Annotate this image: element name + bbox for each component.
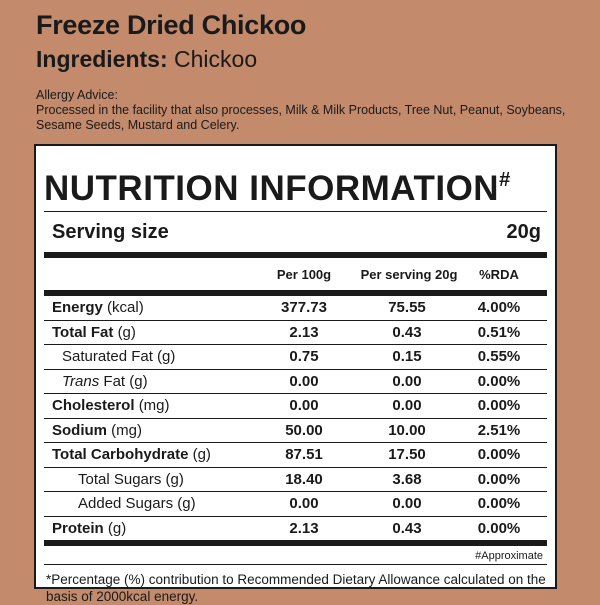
per100-value: 0.00 — [289, 495, 319, 512]
nutrient-row-cholesterol — [44, 394, 547, 418]
nutrient-label: Energy (kcal) — [52, 299, 144, 316]
divider — [44, 564, 547, 565]
per100-value: 2.13 — [289, 323, 319, 341]
rda-value: 2.51% — [477, 421, 521, 439]
per100-value: 0.00 — [289, 397, 319, 414]
approximate-note: #Approximate — [475, 550, 543, 562]
rda-value: 0.55% — [477, 348, 521, 365]
nutrient-row-total-carbohydrate — [44, 443, 547, 467]
per-serving-value: 0.00 — [392, 372, 422, 390]
rda-value: 0.51% — [477, 323, 521, 341]
nutrient-label: Trans Fat (g) — [62, 372, 148, 390]
nutrition-title-text: NUTRITION INFORMATION — [44, 169, 500, 208]
ingredients-label: Ingredients: — [36, 46, 168, 72]
allergy-heading: Allergy Advice: — [36, 88, 118, 102]
nutrient-label: Total Carbohydrate (g) — [52, 446, 211, 463]
rda-value: 0.00% — [477, 495, 521, 512]
per-serving-value: 10.00 — [388, 421, 426, 439]
per-serving-value: 17.50 — [388, 446, 426, 463]
per-serving-value: 0.43 — [392, 519, 422, 537]
rda-value: 0.00% — [477, 446, 521, 463]
rda-value: 0.00% — [477, 519, 521, 537]
serving-size-row — [44, 212, 547, 252]
nutrient-row-sodium — [44, 419, 547, 443]
per100-value: 377.73 — [281, 299, 327, 316]
nutrient-row-saturated-fat — [44, 345, 547, 369]
nutrient-label: Cholesterol (mg) — [52, 397, 170, 414]
per-serving-value: 0.15 — [392, 348, 422, 365]
per100-value: 0.00 — [289, 372, 319, 390]
column-header-rda: %RDA — [479, 267, 519, 282]
allergy-text: Processed in the facility that also processes, Milk & Milk Products, Tree Nut, Peanut, Soybeans, Sesame Seeds, Mustard and Celery. — [36, 103, 566, 132]
per-serving-value: 0.00 — [392, 397, 422, 414]
nutrient-label: Total Fat (g) — [52, 323, 136, 341]
serving-size-label: Serving size — [52, 220, 169, 243]
per-serving-value: 0.00 — [392, 495, 422, 512]
nutrient-row-total-fat — [44, 321, 547, 345]
product-title: Freeze Dried Chickoo — [36, 10, 307, 40]
rda-value: 0.00% — [477, 470, 521, 488]
rda-footnote: *Percentage (%) contribution to Recommended Dietary Allowance calculated on the basis of 2000kcal energy. — [46, 572, 546, 604]
rda-value: 0.00% — [477, 397, 521, 414]
nutrient-label: Protein (g) — [52, 519, 127, 537]
nutrient-row-trans-fat — [44, 370, 547, 394]
nutrient-label: Sodium (mg) — [52, 421, 142, 439]
nutrient-row-total-sugars — [44, 468, 547, 492]
allergy-advice — [36, 88, 580, 133]
nutrition-title-mark: # — [499, 169, 511, 191]
per-serving-value: 75.55 — [388, 299, 426, 316]
nutrient-label: Added Sugars (g) — [78, 495, 196, 512]
nutrient-label: Total Sugars (g) — [78, 470, 184, 488]
nutrient-table — [44, 296, 547, 540]
rda-value: 4.00% — [477, 299, 521, 316]
ingredients-line — [36, 44, 580, 74]
column-header-per100: Per 100g — [276, 267, 332, 282]
serving-size-value: 20g — [506, 220, 541, 243]
nutrition-title — [44, 158, 547, 211]
per100-value: 87.51 — [285, 446, 323, 463]
per-serving-value: 0.43 — [392, 323, 422, 341]
product-header — [36, 8, 580, 133]
per100-value: 18.40 — [285, 470, 323, 488]
thick-divider — [44, 540, 547, 546]
column-headers — [44, 258, 547, 290]
column-header-per-serving: Per serving 20g — [360, 267, 458, 282]
nutrient-row-added-sugars — [44, 492, 547, 516]
per100-value: 2.13 — [289, 519, 319, 537]
nutrient-label: Saturated Fat (g) — [62, 348, 176, 365]
per100-value: 0.75 — [289, 348, 319, 365]
per100-value: 50.00 — [285, 421, 323, 439]
nutrient-row-protein — [44, 517, 547, 541]
per-serving-value: 3.68 — [392, 470, 422, 488]
nutrition-panel — [34, 144, 557, 604]
rda-value: 0.00% — [477, 372, 521, 390]
nutrient-row-energy — [44, 296, 547, 320]
ingredients-value: Chickoo — [174, 46, 258, 72]
